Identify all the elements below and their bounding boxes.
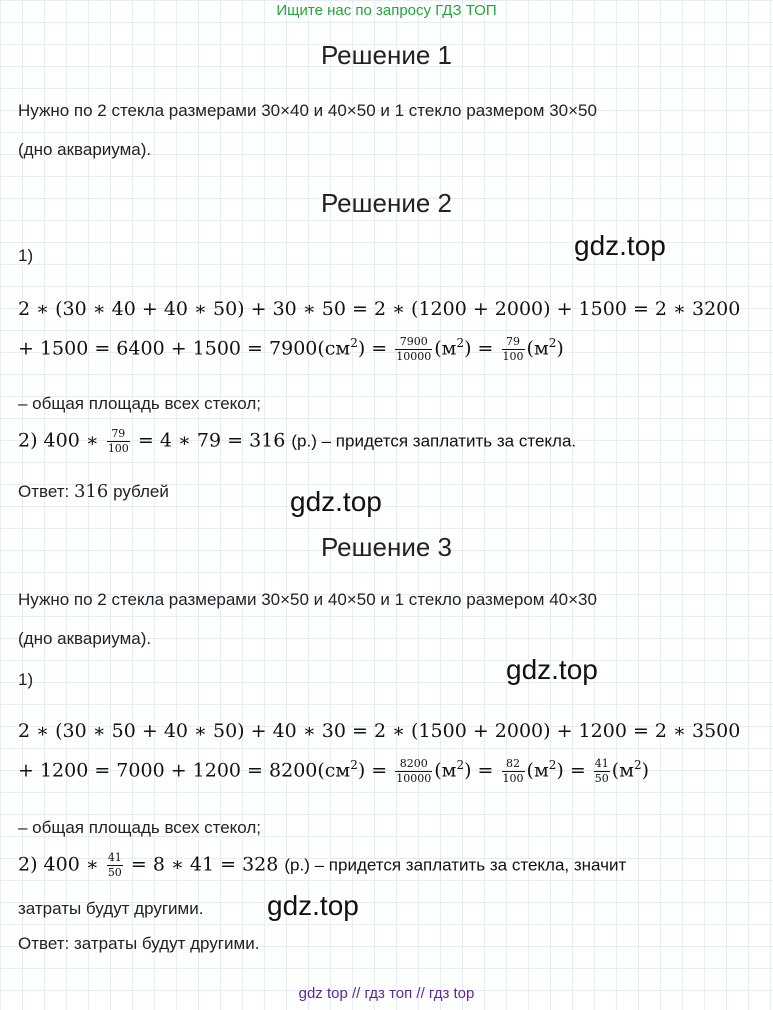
eq-exponent: 2 bbox=[634, 758, 642, 773]
solution-2-equation-line-1: 2 ∗ (30 ∗ 40 + 40 ∗ 50) + 30 ∗ 50 = 2 ∗ (1200 + 2000) + 1500 = 2 ∗ 3200 bbox=[18, 298, 741, 320]
eq-part: ) = bbox=[556, 759, 586, 782]
watermark: gdz.top bbox=[506, 654, 598, 685]
eq-exponent: 2 bbox=[456, 336, 465, 351]
eq-part: (м bbox=[434, 759, 457, 782]
solution-3-equation-line-1: 2 ∗ (30 ∗ 50 + 40 ∗ 50) + 40 ∗ 30 = 2 ∗ (1500 + 2000) + 1200 = 2 ∗ 3500 bbox=[18, 720, 741, 742]
fraction bbox=[502, 758, 525, 785]
watermark: gdz.top bbox=[267, 890, 359, 921]
solution-3-step-2 bbox=[18, 852, 626, 879]
solution-3-step-1-label: 1) bbox=[18, 670, 34, 689]
eq-part: ) = bbox=[357, 337, 388, 360]
eq-exponent: 2 bbox=[350, 758, 358, 773]
solution-3-line-2: (дно аквариума). bbox=[18, 629, 152, 648]
fraction-numerator: 82 bbox=[502, 758, 525, 772]
solution-2-title: Решение 2 bbox=[320, 188, 452, 218]
eq-text: (р.) – придется заплатить за стекла. bbox=[291, 431, 577, 451]
fraction-numerator: 41 bbox=[594, 757, 609, 770]
fraction-denominator: 50 bbox=[594, 772, 609, 785]
fraction-numerator: 79 bbox=[107, 428, 130, 442]
eq-text: (р.) – придется заплатить за стекла, значит bbox=[284, 855, 627, 875]
footer-links: gdz top // гдз топ // гдз top bbox=[298, 985, 475, 1002]
eq-part: (м bbox=[526, 759, 549, 782]
eq-exponent: 2 bbox=[350, 336, 358, 351]
top-banner: Ищите нас по запросу ГДЗ ТОП bbox=[276, 2, 497, 19]
fraction bbox=[107, 852, 123, 879]
eq-part: (м bbox=[611, 759, 634, 782]
eq-part: ) = bbox=[464, 759, 494, 782]
eq-part: ) = bbox=[357, 759, 388, 782]
fraction-denominator: 100 bbox=[502, 350, 524, 363]
fraction bbox=[107, 428, 130, 455]
eq-part: ) = bbox=[464, 337, 494, 360]
watermark: gdz.top bbox=[574, 230, 666, 261]
watermark: gdz.top bbox=[290, 486, 382, 517]
fraction-denominator: 100 bbox=[502, 772, 524, 785]
eq-part: ) bbox=[556, 337, 564, 360]
solution-1-line-2: (дно аквариума). bbox=[18, 140, 152, 159]
fraction-denominator: 10000 bbox=[396, 350, 432, 363]
eq-part: (м bbox=[526, 337, 549, 360]
solution-3-title: Решение 3 bbox=[320, 532, 452, 562]
solution-3-note: – общая площадь всех стекол; bbox=[18, 818, 261, 837]
fraction-denominator: 100 bbox=[107, 442, 129, 455]
eq-part: ) bbox=[641, 759, 650, 782]
eq-part: (м bbox=[434, 337, 457, 360]
eq-part: = 8 ∗ 41 = 328 bbox=[130, 853, 279, 876]
eq-part: = 4 ∗ 79 = 316 bbox=[137, 429, 286, 452]
solution-1-line-1: Нужно по 2 стекла размерами 30×40 и 40×50 и 1 стекло размером 30×50 bbox=[18, 101, 597, 120]
eq-part: 2) 400 ∗ bbox=[18, 429, 99, 452]
solution-2-equation-line-2 bbox=[18, 336, 564, 363]
solution-2-step-2 bbox=[18, 428, 576, 455]
fraction bbox=[395, 336, 432, 363]
fraction-numerator: 41 bbox=[107, 851, 122, 864]
solution-2-answer bbox=[18, 481, 169, 502]
fraction-numerator: 79 bbox=[502, 336, 525, 350]
eq-exponent: 2 bbox=[456, 758, 465, 773]
answer-label: Ответ: bbox=[18, 482, 70, 501]
eq-part: + 1500 = 6400 + 1500 = 7900(см bbox=[18, 337, 351, 360]
eq-exponent: 2 bbox=[548, 758, 557, 773]
solution-1-title: Решение 1 bbox=[320, 40, 452, 70]
solution-2-step-1-label: 1) bbox=[18, 246, 34, 265]
fraction-denominator: 50 bbox=[107, 866, 122, 879]
solution-3-line-1: Нужно по 2 стекла размерами 30×50 и 40×50 и 1 стекло размером 40×30 bbox=[18, 590, 597, 609]
answer-unit: рублей bbox=[113, 482, 169, 501]
fraction-denominator: 10000 bbox=[396, 772, 432, 785]
answer-value: 316 bbox=[73, 481, 109, 502]
fraction-numerator: 7900 bbox=[395, 336, 432, 350]
solution-3-step-2-continuation: затраты будут другими. bbox=[18, 899, 204, 918]
fraction bbox=[594, 758, 610, 785]
fraction-numerator: 8200 bbox=[395, 758, 432, 772]
eq-exponent: 2 bbox=[548, 336, 557, 351]
solution-2-note: – общая площадь всех стекол; bbox=[18, 394, 261, 413]
fraction bbox=[395, 758, 432, 785]
fraction bbox=[502, 336, 525, 363]
solution-3-equation-line-2 bbox=[18, 758, 649, 785]
eq-part: 2) 400 ∗ bbox=[18, 853, 99, 876]
eq-part: + 1200 = 7000 + 1200 = 8200(см bbox=[18, 759, 351, 782]
solution-3-answer: Ответ: затраты будут другими. bbox=[18, 934, 260, 953]
